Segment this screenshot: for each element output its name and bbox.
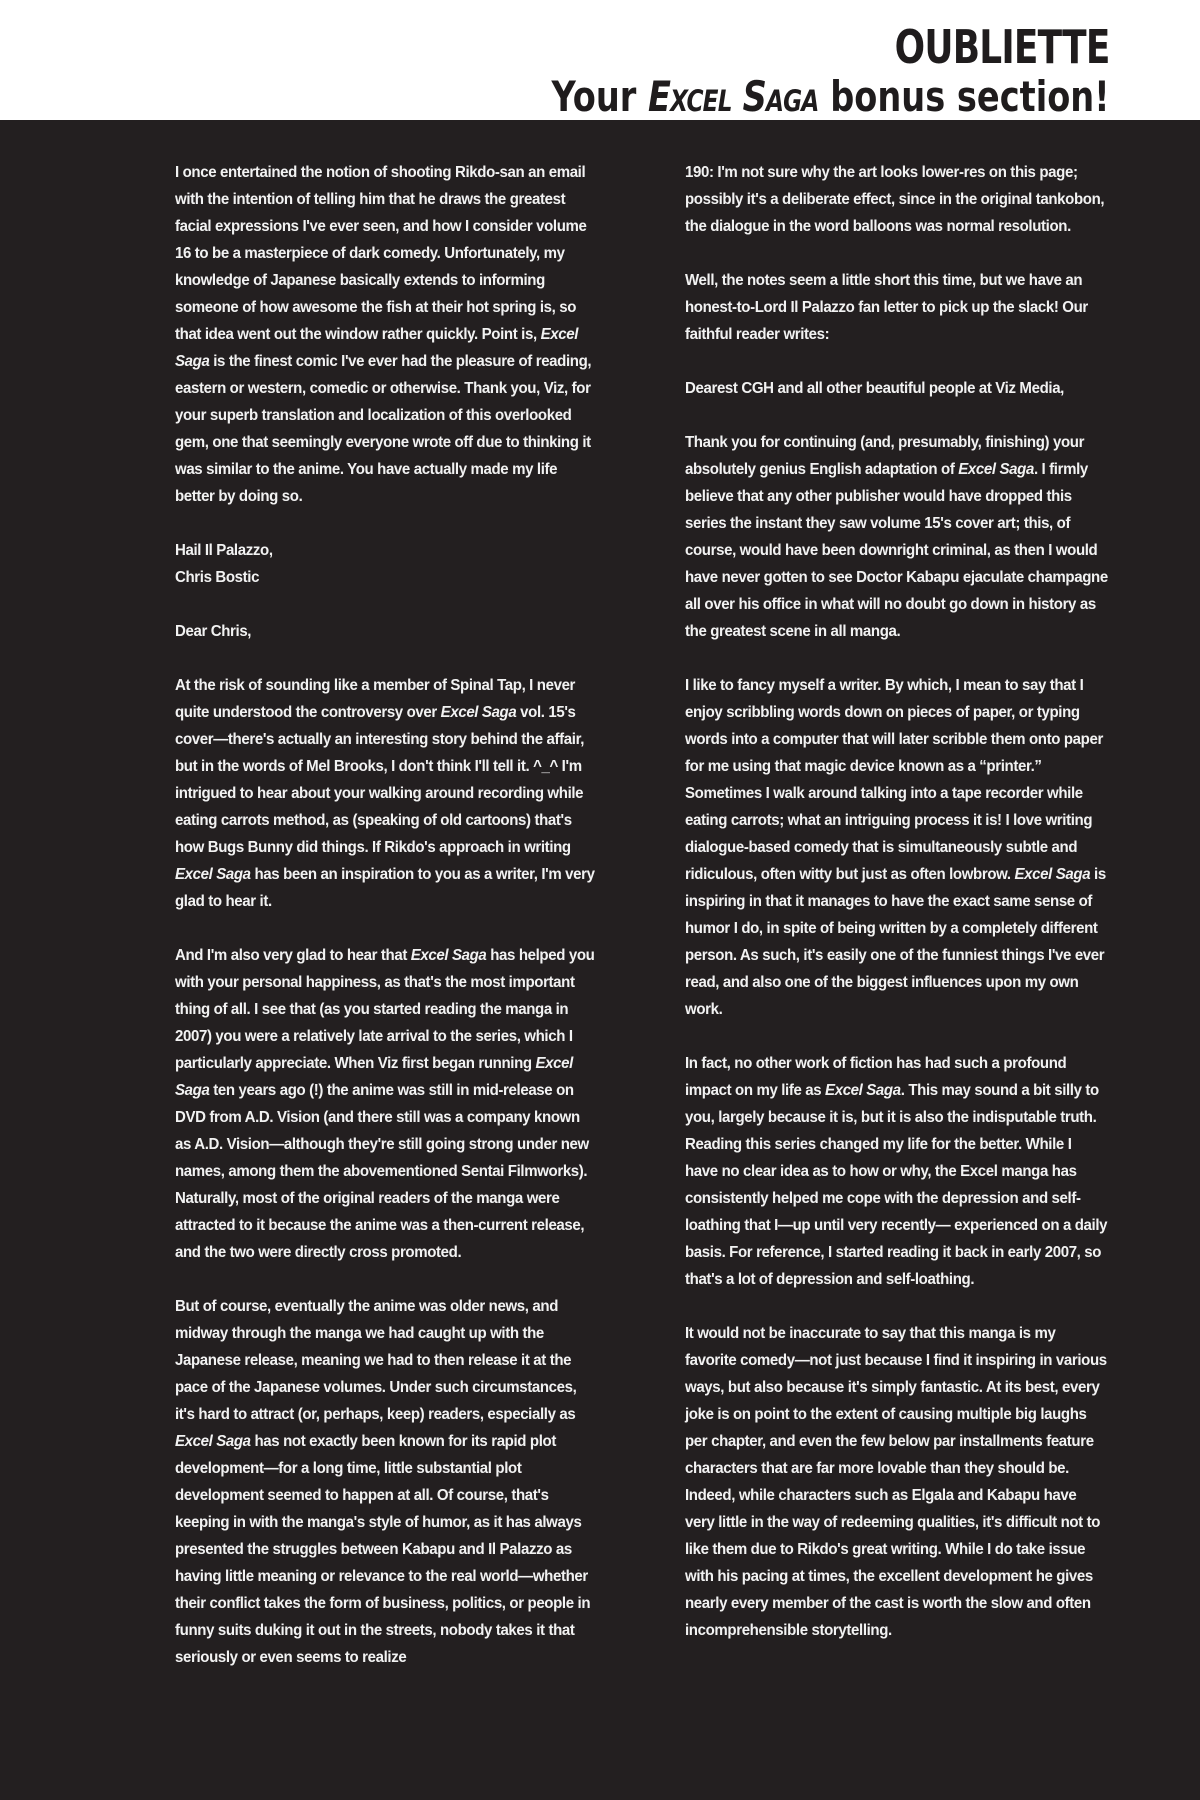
series-title: Excel Saga: [440, 704, 517, 721]
letter-signature: [175, 564, 598, 591]
letter-paragraph: [685, 429, 1108, 645]
text-run: And I'm also very glad to hear that: [175, 947, 411, 964]
subtitle-prefix: Your: [551, 72, 649, 120]
editor-intro: Well, the notes seem a little short this time, but we have an honest-to-Lord Il Palazzo fan letter to pick up the slack! Our faithful reader writes:: [685, 272, 1088, 343]
text-run: . This may sound a bit silly to you, largely because it is, but it is also the indisputable truth. Reading this series changed my life for the better. While I have no clear idea as to how or why, the Excel manga has consistently helped me cope with the depression and self-loathing that I—up until very recently— experienced on a daily basis. For reference, I started reading it back in early 2007, so that's a lot of depression and self-loathing.: [685, 1082, 1108, 1288]
series-title: Excel Saga: [410, 947, 487, 964]
signoff-line: Hail Il Palazzo,: [175, 542, 273, 559]
text-run: has been an inspiration to you as a writer, I'm very glad to hear it.: [175, 866, 595, 910]
text-run: I once entertained the notion of shooting Rikdo-san an email with the intention of telling him that he draws the greatest facial expressions I've ever seen, and how I consider volume 16 to be a masterpiece of dark comedy. Unfortunately, my knowledge of Japanese basically extends to informing someone of how awesome the fish at their hot spring is, so that idea went out the window rather quickly. Point is,: [175, 164, 587, 343]
text-run: has helped you with your personal happiness, as that's the most important thing of all. I see that (as you started reading the manga in 2007) you were a relatively late arrival to the series, which I particularly appreciate. When Viz first began running: [175, 947, 595, 1072]
reply-greeting: Dear Chris,: [175, 623, 252, 640]
series-title: Excel Saga: [175, 866, 251, 883]
text-run: has not exactly been known for its rapid plot development—for a long time, little substantial plot development seemed to happen at all. Of course, that's keeping in with the manga's style of humor, as it has always presented the struggles between Kabapu and Il Palazzo as having little meaning or relevance to the real world—whether their conflict takes the form of business, politics, or people in funny suits duking it out in the streets, nobody takes it that seriously or even seems to realize: [175, 1433, 591, 1666]
text-run: I like to fancy myself a writer. By which, I mean to say that I enjoy scribbling words down on pieces of paper, or typing words into a computer that will later scribble them onto paper for me using that magic device known as a “printer.” Sometimes I walk around talking into a tape recorder while eating carrots; what an intriguing process it is! I love writing dialogue-based comedy that is simultaneously subtle and ridiculous, often witty but just as often lowbrow.: [685, 677, 1103, 883]
reply-paragraph: [175, 942, 598, 1266]
text-run: is inspiring in that it manages to have the exact same sense of humor I do, in spite of being written by a completely different person. As such, it's easily one of the funniest things I've ever read, and also one of the biggest influences upon my own work.: [685, 866, 1106, 1018]
text-run: Thank you for continuing (and, presumably, finishing) your absolutely genius English adaptation of: [685, 434, 1085, 478]
text-run: is the finest comic I've ever had the pleasure of reading, eastern or western, comedic or otherwise. Thank you, Viz, for your superb translation and localization of this overlooked gem, one that seemingly everyone wrote off due to thinking it was similar to the anime. You have actually made my life better by doing so.: [175, 353, 592, 505]
text-run: But of course, eventually the anime was older news, and midway through the manga we had caught up with the Japanese release, meaning we had to then release it at the pace of the Japanese volumes. Under such circumstances, it's hard to attract (or, perhaps, keep) readers, especially as: [175, 1298, 577, 1423]
letter-paragraph: [685, 672, 1108, 1023]
subtitle-series-name: Excel Saga: [648, 72, 820, 120]
series-title: Excel Saga: [958, 461, 1034, 478]
section-title: OUBLIETTE: [895, 20, 1110, 74]
series-title: Excel Saga: [825, 1082, 901, 1099]
letter-paragraph: It would not be inaccurate to say that this manga is my favorite comedy—not just because I find it inspiring in various ways, but also because it's simply fantastic. At its best, every joke is on point to the extent of causing multiple big laughs per chapter, and even the few below par installments feature characters that are far more lovable than they should be. Indeed, while characters such as Elgala and Kabapu have very little in the way of redeeming qualities, it's difficult not to like them due to Rikdo's great writing. While I do take issue with his pacing at times, the excellent development he gives nearly every member of the cast is worth the slow and often incomprehensible storytelling.: [685, 1325, 1107, 1639]
reply-paragraph: [175, 1293, 598, 1671]
left-text-column: [175, 159, 598, 1671]
page-note: 190: I'm not sure why the art looks lower-res on this page; possibly it's a deliberate effect, since in the original tankobon, the dialogue in the word balloons was normal resolution.: [685, 164, 1105, 235]
letter-signoff: [175, 537, 598, 564]
series-title: Excel Saga: [175, 1433, 251, 1450]
text-run: At the risk of sounding like a member of Spinal Tap, I never quite understood the controversy over: [175, 677, 576, 721]
subtitle-suffix: bonus section!: [819, 72, 1110, 120]
series-title: Excel Saga: [175, 1055, 573, 1099]
text-run: ten years ago (!) the anime was still in mid-release on DVD from A.D. Vision (and there still was a company known as A.D. Vision—although they're still going strong under new names, among them the abovementioned Sentai Filmworks). Naturally, most of the original readers of the manga were attracted to it because the anime was a then-current release, and the two were directly cross promoted.: [175, 1082, 589, 1261]
text-run: vol. 15's cover—there's actually an interesting story behind the affair, but in the words of Mel Brooks, I don't think I'll tell it. ^_^ I'm intrigued to hear about your walking around recording while eating carrots method, as (speaking of old cartoons) that's how Bugs Bunny did things. If Rikdo's approach in writing: [175, 704, 585, 856]
reply-paragraph: [175, 672, 598, 915]
letter-paragraph: [685, 1050, 1108, 1293]
series-title: Excel Saga: [175, 326, 579, 370]
page-header: [0, 0, 1200, 120]
text-run: . I firmly believe that any other publisher would have dropped this series the instant they saw volume 15's cover art; this, of course, would have been downright criminal, as then I would have never gotten to see Doctor Kabapu ejaculate champagne all over his office in what will no doubt go down in history as the greatest scene in all manga.: [685, 461, 1108, 640]
letter-paragraph: [175, 159, 598, 510]
section-subtitle: [551, 72, 1110, 120]
signature-name: Chris Bostic: [175, 569, 260, 586]
letter-salutation: Dearest CGH and all other beautiful people at Viz Media,: [685, 380, 1064, 397]
right-text-column: [685, 159, 1108, 1644]
series-title: Excel Saga: [1014, 866, 1091, 883]
text-run: In fact, no other work of fiction has had such a profound impact on my life as: [685, 1055, 1067, 1099]
